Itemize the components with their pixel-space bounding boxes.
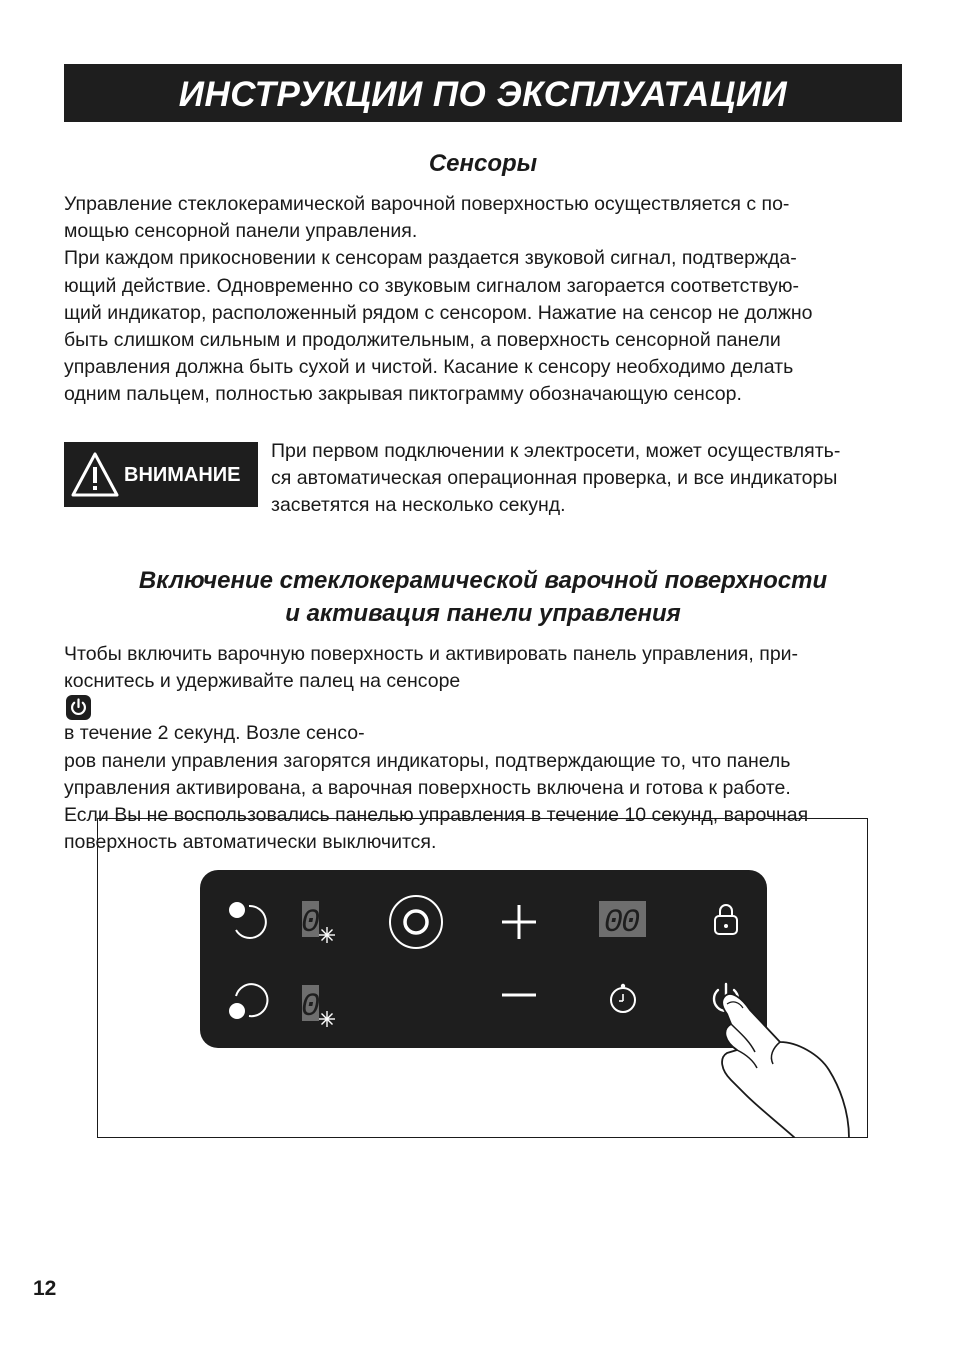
text-line: засветятся на несколько секунд. bbox=[271, 494, 566, 517]
timer-display bbox=[599, 901, 646, 941]
sensors-paragraph bbox=[64, 191, 902, 409]
warning-triangle-icon bbox=[70, 450, 120, 500]
text-line: Чтобы включить варочную поверхность и активировать панель управления, при- bbox=[64, 643, 799, 665]
power-sensor-icon bbox=[66, 695, 91, 720]
text-line: мощью сенсорной панели управления. bbox=[64, 220, 418, 243]
timer-display-value: 00 bbox=[603, 904, 639, 941]
warning-badge bbox=[64, 442, 258, 507]
finger-illustration bbox=[722, 994, 849, 1138]
text-fragment: в течение 2 секунд. Возле сенсо- bbox=[64, 722, 365, 745]
zone-display-value: 0 bbox=[300, 904, 321, 941]
text-line: быть слишком сильным и продолжительным, а поверхность сенсорной панели bbox=[64, 329, 781, 352]
text-fragment: коснитесь и удерживайте палец на сенсоре bbox=[64, 670, 461, 693]
page-title: ИНСТРУКЦИИ ПО ЭКСПЛУАТАЦИИ bbox=[178, 75, 788, 114]
section-title-sensors: Сенсоры bbox=[428, 150, 538, 177]
text-line: щий индикатор, расположенный рядом с сенсором. Нажатие на сенсор не должно bbox=[64, 301, 813, 324]
text-line: При каждом прикосновении к сенсорам раздается звуковой сигнал, подтвержда- bbox=[64, 247, 797, 270]
text-line: одним пальцем, полностью закрывая пиктограмму обозначающую сенсор. bbox=[64, 383, 742, 406]
control-panel-illustration bbox=[97, 818, 868, 1138]
text-line: ся автоматическая операционная проверка, и все индикаторы bbox=[271, 467, 838, 490]
control-panel bbox=[200, 870, 767, 1048]
page-number: 12 bbox=[33, 1277, 57, 1300]
text-line: управления активирована, а варочная поверхность включена и готова к работе. bbox=[64, 776, 791, 799]
text-line: поверхность автоматически выключится. bbox=[64, 831, 437, 854]
section-title-activation-line2: и активация панели управления bbox=[285, 600, 681, 627]
text-line: Если Вы не воспользовались панелью управления в течение 10 секунд, варочная bbox=[64, 804, 809, 827]
warning-label: ВНИМАНИЕ bbox=[124, 464, 241, 486]
text-line: При первом подключении к электросети, может осуществлять- bbox=[271, 440, 841, 462]
header-bar bbox=[64, 64, 902, 122]
section-title-activation-line1: Включение стеклокерамической варочной поверхности bbox=[138, 567, 828, 594]
text-line: Управление стеклокерамической варочной поверхностью осуществляется с по- bbox=[64, 193, 790, 215]
zone-display-value: 0 bbox=[300, 988, 321, 1025]
text-line-with-icon bbox=[64, 668, 902, 747]
text-line: ров панели управления загорятся индикаторы, подтверждающие то, что панель bbox=[64, 749, 791, 772]
warning-text bbox=[271, 438, 902, 520]
control-panel-figure bbox=[97, 818, 868, 1138]
text-line: управления должна быть сухой и чистой. Касание к сенсору необходимо делать bbox=[64, 356, 794, 379]
text-line: ющий действие. Одновременно со звуковым сигналом загорается соответствую- bbox=[64, 274, 800, 297]
